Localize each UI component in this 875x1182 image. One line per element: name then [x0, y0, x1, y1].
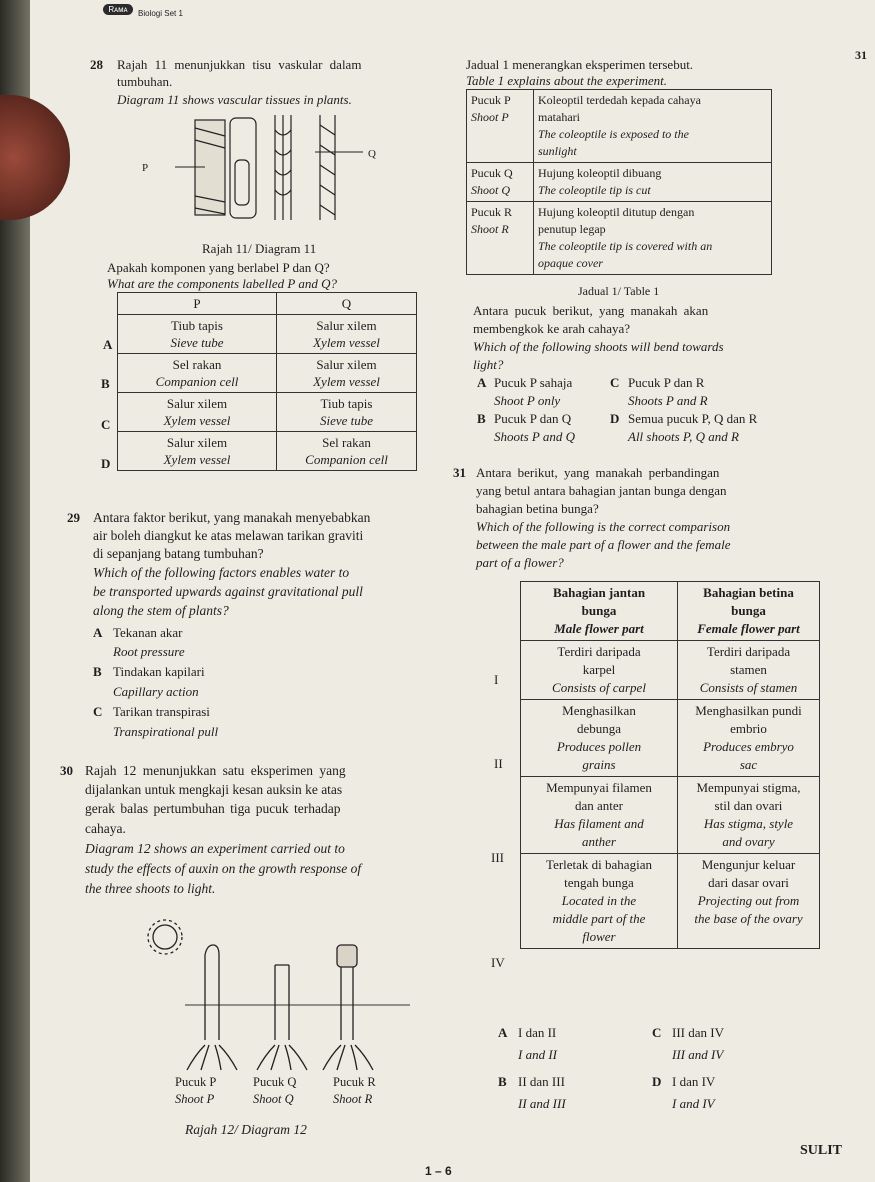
- shoot-p-label-en: Shoot P: [175, 1092, 215, 1106]
- table-cell: [467, 202, 534, 275]
- option-ms: Tekanan akar: [113, 625, 183, 640]
- table-row: [467, 163, 772, 202]
- desc-ms: matahari: [538, 110, 580, 124]
- shoot-ms: Pucuk R: [471, 205, 513, 219]
- row-number-i: I: [494, 672, 499, 687]
- option-en: Shoots P and R: [628, 393, 708, 408]
- table-1-caption: Jadual 1/ Table 1: [578, 284, 660, 298]
- q28-option-a[interactable]: A: [103, 337, 113, 352]
- q30-stem-ms-4: cahaya.: [85, 821, 126, 836]
- option-ms: Semua pucuk P, Q dan R: [628, 411, 758, 426]
- desc-ms: penutup legap: [538, 222, 606, 236]
- option-letter: D: [652, 1074, 662, 1089]
- option-en: I and IV: [672, 1096, 715, 1111]
- shoot-ms: Pucuk P: [471, 93, 511, 107]
- q31-stem-ms-3: bahagian betina bunga?: [476, 501, 599, 516]
- diagram-12-caption: Rajah 12/ Diagram 12: [185, 1122, 307, 1137]
- cell-ms: Mengunjur keluar: [701, 857, 796, 872]
- table-cell: [678, 641, 820, 700]
- table-cell: [678, 854, 820, 949]
- option-ms: I dan IV: [672, 1074, 716, 1089]
- cell-en: Sieve tube: [319, 413, 374, 428]
- desc-en: The coleoptile tip is covered with an: [538, 239, 713, 253]
- cell-ms: Sel rakan: [172, 357, 222, 372]
- cell-en: Has stigma, style: [703, 816, 794, 831]
- q-head: Q: [341, 296, 352, 311]
- table-row[interactable]: [118, 393, 417, 432]
- cell-en: Produces pollen: [556, 739, 642, 754]
- option-en: Transpirational pull: [113, 724, 219, 739]
- row-number-ii: II: [494, 756, 503, 771]
- cell-ms: Mempunyai filamen: [546, 780, 652, 795]
- desc-ms: Koleoptil terdedah kepada cahaya: [538, 93, 701, 107]
- table-row[interactable]: [118, 432, 417, 471]
- head-ms: bunga: [581, 603, 617, 618]
- cell-ms: dan anter: [574, 798, 623, 813]
- cell-en: anther: [582, 834, 616, 849]
- option-letter: B: [93, 664, 102, 679]
- table-row: [467, 202, 772, 275]
- col-header-male: [521, 582, 678, 641]
- table-cell: [534, 163, 772, 202]
- desc-en: The coleoptile is exposed to the: [538, 127, 689, 141]
- table1-intro-en: Table 1 explains about the experiment.: [466, 73, 667, 88]
- cell-ms: Menghasilkan: [562, 703, 636, 718]
- table-row: [521, 700, 820, 777]
- table-cell: [277, 393, 417, 432]
- cell-en: Produces embryo: [703, 739, 794, 754]
- shoot-q-label-en: Shoot Q: [253, 1092, 294, 1106]
- cell-ms: Sel rakan: [322, 435, 371, 450]
- q28-stem-ms: Rajah 11 menunjukkan tisu vaskular dalam: [117, 57, 362, 72]
- cell-en: Located in the: [561, 893, 637, 908]
- q31-stem-en-2: between the male part of a flower and the female: [476, 537, 731, 552]
- shoot-en: Shoot Q: [471, 183, 510, 197]
- label-q: Q: [368, 148, 376, 160]
- q28-option-b[interactable]: B: [101, 376, 110, 391]
- desc-en: sunlight: [538, 144, 577, 158]
- desc-en: The coleoptile tip is cut: [538, 183, 651, 197]
- option-en: II and III: [518, 1096, 566, 1111]
- q31-stem-en-1: Which of the following is the correct comparison: [476, 519, 731, 534]
- q29-stem-ms-2: air boleh diangkut ke atas melawan tarikan graviti: [93, 528, 364, 543]
- cell-en: Companion cell: [155, 374, 239, 389]
- q30-question-en-1: Which of the following shoots will bend towards: [473, 339, 724, 354]
- cell-en: and ovary: [722, 834, 775, 849]
- subject-header: Biologi Set 1: [138, 9, 183, 18]
- option-letter: A: [498, 1025, 508, 1040]
- table-cell: [118, 393, 277, 432]
- table-cell: [118, 315, 277, 354]
- cell-ms: Tiub tapis: [320, 396, 373, 411]
- cell-ms: dari dasar ovari: [708, 875, 789, 890]
- desc-ms: Hujung koleoptil ditutup dengan: [538, 205, 695, 219]
- option-letter: C: [610, 375, 620, 390]
- cell-en: Consists of carpel: [552, 680, 646, 695]
- cell-ms: Terdiri daripada: [557, 644, 641, 659]
- sun-icon: [148, 920, 182, 954]
- table-cell: [467, 163, 534, 202]
- option-en: Shoot P only: [494, 393, 561, 408]
- table-cell: [277, 432, 417, 471]
- table-1: [466, 89, 772, 275]
- option-letter: B: [477, 411, 486, 426]
- p-head: P: [193, 296, 201, 311]
- cell-en: grains: [582, 757, 616, 772]
- table-cell: [521, 854, 678, 949]
- table-row: [521, 641, 820, 700]
- table-cell: [678, 700, 820, 777]
- option-ms: Pucuk P sahaja: [494, 375, 573, 390]
- option-ms: Tarikan transpirasi: [113, 704, 210, 719]
- cell-en: Companion cell: [305, 452, 388, 467]
- q29-stem-en-3: along the stem of plants?: [93, 603, 229, 618]
- cell-ms: Terdiri daripada: [706, 644, 791, 659]
- cell-en: Xylem vessel: [313, 374, 380, 389]
- option-en: III and IV: [672, 1047, 724, 1062]
- option-ms: Pucuk P dan R: [628, 375, 705, 390]
- shoot-p-label-ms: Pucuk P: [175, 1075, 217, 1089]
- option-letter: D: [610, 411, 620, 426]
- cell-en: Xylem vessel: [163, 452, 231, 467]
- table-cell: [277, 354, 417, 393]
- vascular-tissue-diagram: [175, 110, 375, 230]
- head-ms: bunga: [731, 603, 766, 618]
- option-ms: Pucuk P dan Q: [494, 411, 572, 426]
- sulit-stamp: SULIT: [800, 1143, 843, 1158]
- q30-stem-en-2: study the effects of auxin on the growth response of: [85, 861, 362, 876]
- q28-option-c[interactable]: C: [101, 417, 111, 432]
- q29-stem-en-1: Which of the following factors enables water to: [93, 565, 350, 580]
- table-row: [521, 777, 820, 854]
- table-row: [521, 854, 820, 949]
- q31-comparison-table: [520, 581, 820, 949]
- q28-stem-ms-2: tumbuhan.: [117, 74, 173, 89]
- head-en: Male flower part: [554, 621, 644, 636]
- option-en: I and II: [518, 1047, 557, 1062]
- q28-option-d[interactable]: D: [101, 456, 111, 471]
- q31-stem-ms-2: yang betul antara bahagian jantan bunga dengan: [476, 483, 727, 498]
- cell-ms: karpel: [582, 662, 616, 677]
- cell-ms: embrio: [730, 721, 767, 736]
- table-cell: [534, 90, 772, 163]
- cell-en: Projecting out from: [697, 893, 800, 908]
- desc-ms: Hujung koleoptil dibuang: [538, 166, 662, 180]
- table-cell: [534, 202, 772, 275]
- q29-stem-ms-3: di sepanjang batang tumbuhan?: [93, 546, 264, 561]
- q31-stem-ms-1: Antara berikut, yang manakah perbandingan: [476, 465, 720, 480]
- cell-ms: tengah bunga: [564, 875, 634, 890]
- table-cell: [521, 700, 678, 777]
- cell-en: Xylem vessel: [163, 413, 231, 428]
- q28-number: 28: [90, 57, 103, 72]
- option-letter: C: [93, 704, 103, 719]
- q30-stem-en-3: the three shoots to light.: [85, 881, 216, 896]
- option-ms: III dan IV: [672, 1025, 724, 1040]
- diagram-11-caption: Rajah 11/ Diagram 11: [202, 241, 317, 256]
- option-letter: B: [498, 1074, 507, 1089]
- col-header-q: [277, 293, 417, 315]
- table-cell: [118, 354, 277, 393]
- shoot-en: Shoot R: [471, 222, 509, 236]
- shoot-en: Shoot P: [471, 110, 509, 124]
- option-letter: A: [477, 375, 487, 390]
- cell-ms: Terletak di bahagian: [546, 857, 652, 872]
- shoot-q-label-ms: Pucuk Q: [253, 1075, 297, 1089]
- q30-stem-en-1: Diagram 12 shows an experiment carried out to: [85, 841, 345, 856]
- cell-en: Xylem vessel: [313, 335, 380, 350]
- shoot-ms: Pucuk Q: [471, 166, 513, 180]
- shoot-experiment-diagram: [145, 915, 420, 1075]
- q30-question-ms-1: Antara pucuk berikut, yang manakah akan: [473, 303, 709, 318]
- cell-ms: Salur xilem: [316, 318, 377, 333]
- cell-ms: Tiub tapis: [171, 318, 223, 333]
- page-number: 1 – 6: [425, 1164, 452, 1178]
- table-row[interactable]: [118, 354, 417, 393]
- shoot-r-label-en: Shoot R: [333, 1092, 373, 1106]
- option-letter: A: [93, 625, 103, 640]
- head-en: Female flower part: [697, 621, 800, 636]
- cell-en: Sieve tube: [170, 335, 224, 350]
- q30-number: 30: [60, 763, 73, 778]
- q30-question-ms-2: membengkok ke arah cahaya?: [473, 321, 631, 336]
- shoot-r-label-ms: Pucuk R: [333, 1075, 376, 1089]
- option-en: All shoots P, Q and R: [628, 429, 739, 444]
- cell-ms: stamen: [730, 662, 767, 677]
- option-ms: Tindakan kapilari: [113, 664, 205, 679]
- cell-ms: Mempunyai stigma,: [696, 780, 801, 795]
- table1-intro-ms: Jadual 1 menerangkan eksperimen tersebut.: [466, 57, 694, 72]
- q28-stem-en: Diagram 11 shows vascular tissues in plants.: [117, 92, 352, 107]
- option-en: Capillary action: [113, 684, 199, 699]
- table-cell: [678, 777, 820, 854]
- q29-stem-ms-1: Antara faktor berikut, yang manakah menyebabkan: [93, 510, 371, 525]
- table-cell: [277, 315, 417, 354]
- cell-en: Has filament and: [554, 816, 644, 831]
- table-cell: [118, 432, 277, 471]
- option-ms: II dan III: [518, 1074, 565, 1089]
- option-en: Shoots P and Q: [494, 429, 576, 444]
- cell-ms: Salur xilem: [166, 435, 228, 450]
- row-number-iii: III: [491, 850, 504, 865]
- q30-stem-ms-2: dijalankan untuk mengkaji kesan auksin ke atas: [85, 782, 343, 797]
- label-p: P: [142, 162, 149, 174]
- q29-stem-en-2: be transported upwards against gravitational pull: [93, 584, 363, 599]
- cell-en: the base of the ovary: [694, 911, 803, 926]
- q30-stem-ms-1: Rajah 12 menunjukkan satu eksperimen yang: [85, 763, 346, 778]
- desc-en: opaque cover: [538, 256, 603, 270]
- page-corner: 31: [855, 48, 867, 62]
- table-cell: [521, 777, 678, 854]
- head-ms: Bahagian betina: [703, 585, 794, 600]
- q29-number: 29: [67, 510, 80, 525]
- q31-number: 31: [453, 465, 466, 480]
- table-row[interactable]: [118, 315, 417, 354]
- cell-ms: Salur xilem: [166, 396, 228, 411]
- table-row: [467, 90, 772, 163]
- cell-ms: stil dan ovari: [714, 798, 783, 813]
- q30-question-en-2: light?: [473, 357, 504, 372]
- cell-en: sac: [739, 757, 758, 772]
- option-ms: I dan II: [518, 1025, 557, 1040]
- col-header-p: [118, 293, 277, 315]
- table-header-row: [118, 293, 417, 315]
- publisher-logo: Rᴀᴍᴀ: [103, 4, 133, 15]
- table-header-row: [521, 582, 820, 641]
- q28-question-ms: Apakah komponen yang berlabel P dan Q?: [107, 260, 330, 275]
- col-header-female: [678, 582, 820, 641]
- q30-stem-ms-3: gerak balas pertumbuhan tiga pucuk terhadap: [85, 801, 341, 816]
- q28-question-en: What are the components labelled P and Q?: [107, 276, 337, 291]
- table-cell: [467, 90, 534, 163]
- cell-ms: Menghasilkan pundi: [695, 703, 802, 718]
- cell-en: Consists of stamen: [699, 680, 798, 695]
- q31-stem-en-3: part of a flower?: [476, 555, 564, 570]
- table-cell: [521, 641, 678, 700]
- option-en: Root pressure: [113, 644, 185, 659]
- cell-ms: Salur xilem: [316, 357, 377, 372]
- cell-en: flower: [582, 929, 616, 944]
- row-number-iv: IV: [491, 955, 505, 970]
- option-letter: C: [652, 1025, 662, 1040]
- cell-ms: debunga: [576, 721, 622, 736]
- head-ms: Bahagian jantan: [552, 585, 646, 600]
- cell-en: middle part of the: [552, 911, 646, 926]
- q28-options-table: [117, 292, 417, 471]
